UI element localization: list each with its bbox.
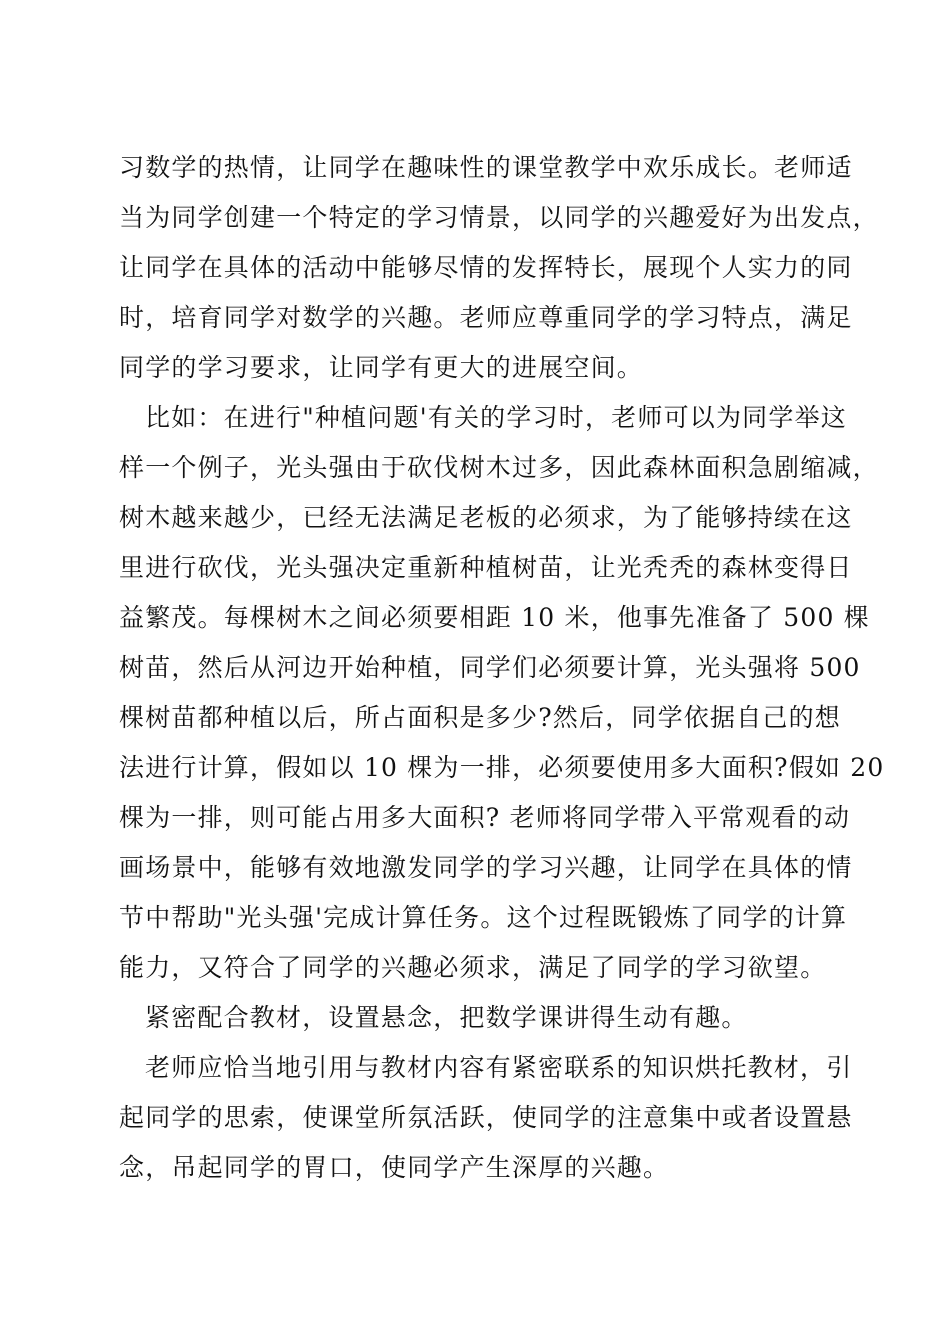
- text-line: 起同学的思索，使课堂所氛活跃，使同学的注意集中或者设置悬: [119, 1103, 853, 1132]
- paragraph-start-line: 比如：在进行"种植问题'有关的学习时，老师可以为同学举这: [145, 403, 847, 432]
- text-line: 棵树苗都种植以后，所占面积是多少?然后，同学依据自己的想: [119, 703, 842, 732]
- text-line: 益繁茂。每棵树木之间必须要相距 10 米，他事先准备了 500 棵: [119, 603, 870, 632]
- text-line: 棵为一排，则可能占用多大面积? 老师将同学带入平常观看的动: [119, 803, 851, 832]
- text-line: 习数学的热情，让同学在趣味性的课堂教学中欢乐成长。老师适: [119, 153, 853, 182]
- text-line: 树木越来越少，已经无法满足老板的必须求，为了能够持续在这: [119, 503, 853, 532]
- text-line: 画场景中，能够有效地激发同学的学习兴趣，让同学在具体的情: [119, 853, 853, 882]
- text-line: 树苗，然后从河边开始种植，同学们必须要计算，光头强将 500: [119, 653, 861, 682]
- text-line: 时，培育同学对数学的兴趣。老师应尊重同学的学习特点，满足: [119, 303, 853, 332]
- text-line: 法进行计算，假如以 10 棵为一排，必须要使用多大面积?假如 20: [119, 753, 885, 782]
- text-line: 让同学在具体的活动中能够尽情的发挥特长，展现个人实力的同: [119, 253, 853, 282]
- paragraph-start-line: 老师应恰当地引用与教材内容有紧密联系的知识烘托教材，引: [145, 1053, 853, 1082]
- text-line: 念，吊起同学的胃口，使同学产生深厚的兴趣。: [119, 1153, 670, 1182]
- text-line: 节中帮助"光头强'完成计算任务。这个过程既锻炼了同学的计算: [119, 903, 848, 932]
- text-line: 里进行砍伐，光头强决定重新种植树苗，让光秃秃的森林变得日: [119, 553, 853, 582]
- text-line: 当为同学创建一个特定的学习情景，以同学的兴趣爱好为出发点，: [119, 203, 879, 232]
- text-line: 同学的学习要求，让同学有更大的进展空间。: [119, 353, 644, 382]
- text-line: 能力，又符合了同学的兴趣必须求，满足了同学的学习欲望。: [119, 953, 827, 982]
- paragraph-start-line: 紧密配合教材，设置悬念，把数学课讲得生动有趣。: [145, 1003, 748, 1032]
- text-line: 样一个例子，光头强由于砍伐树木过多，因此森林面积急剧缩减，: [119, 453, 879, 482]
